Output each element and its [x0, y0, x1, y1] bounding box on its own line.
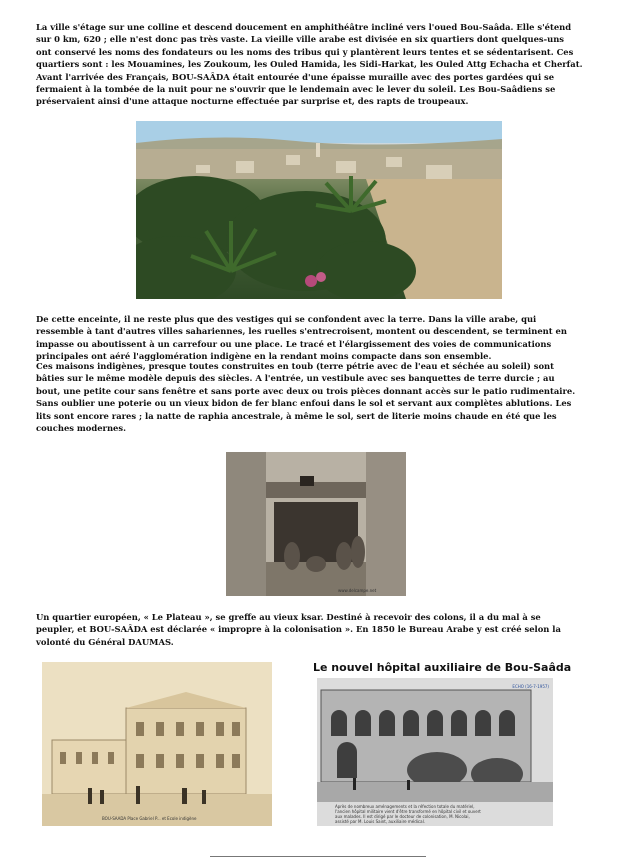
- paragraph-line: bout, une petite cour sans fenêtre et sans porte avec deux ou trois pièces donnant accès sur le patio rudimentaire.: [36, 385, 576, 396]
- indigenous-house-photo: [226, 452, 406, 596]
- paragraph-4: [36, 611, 592, 648]
- paragraph-line: bâties sur le même modèle depuis des siècles. A l'entrée, un vestibule avec ses banquettes de terre durcie ; au: [36, 373, 555, 384]
- paragraph-line: fermaient à la tombée de la nuit pour ne s'ouvrir que le lendemain avec le lever du soleil. Les Bou-Saâdiens se: [36, 84, 556, 95]
- paragraph-line: ressemble à tant d'autres villes sahariennes, les ruelles s'entrecroisent, montent ou descendent, se terminent en: [36, 326, 567, 337]
- paragraph-line: La ville s'étage sur une colline et descend doucement en amphithéâtre incliné vers l'oued Bou-Saâda. Elle s'étend: [36, 22, 572, 32]
- paragraph-line: ont conservé les noms des fondateurs ou les noms des tribus qui y plantèrent leurs tentes et se sédentarisent. Ces: [36, 46, 574, 57]
- hospital-caption-line: aux malades. Il est dirigé par le docteur de colonisation, M. Nicolai,: [335, 814, 470, 819]
- paragraph-line: couches modernes.: [36, 423, 127, 434]
- house-courtyard-illustration: [226, 452, 406, 596]
- paragraph-2: [36, 313, 592, 363]
- hospital-caption-line: assisté par M. Louis Saint, auxiliaire médical.: [335, 819, 425, 824]
- paragraph-line: principales ont aéré l'agglomération indigène en la rendant moins compacte dans son ensemble.: [36, 351, 492, 362]
- hospital-photo: [317, 678, 553, 826]
- town-panorama-illustration: [136, 121, 502, 299]
- paragraph-line: volonté du Général DAUMAS.: [36, 636, 174, 647]
- paragraph-line: préservaient ainsi d'une attaque nocturne effectuée par surprise et, des rapts de troupeaux.: [36, 96, 469, 107]
- hospital-stamp: ECHO (16-7-1957): [512, 684, 549, 689]
- paragraph-3: [36, 360, 592, 434]
- paragraph-line: quartiers sont : les Mouamines, les Zoukoum, les Ouled Hamida, les Sidi-Harkat, les Ouled Attg Echacha et Cherfat.: [36, 59, 583, 70]
- paragraph-line: sur 0 km, 620 ; elle n'est donc pas très vaste. La vieille ville arabe est divisée en six quartiers dont quelques-uns: [36, 34, 565, 45]
- town-panorama-photo: [136, 121, 502, 299]
- hospital-article-title: Le nouvel hôpital auxiliaire de Bou-Saâda: [313, 661, 572, 674]
- paragraph-line: lits sont encore rares ; la natte de raphia ancestrale, à même le sol, sert de literie moins chaude en été que les: [36, 410, 557, 421]
- footer-rule: [210, 856, 426, 857]
- paragraph-line: Un quartier européen, « Le Plateau », se greffe au vieux ksar. Destiné à recevoir des colons, il a du mal à se: [36, 612, 541, 622]
- postcard-caption: BOU-SAADA Place Gabriel P... et Ecole indigène: [102, 816, 197, 821]
- postcard-photo: [42, 662, 272, 826]
- paragraph-line: De cette enceinte, il ne reste plus que des vestiges qui se confondent avec la terre. Dans la ville arabe, qui: [36, 314, 537, 324]
- paragraph-line: Ces maisons indigènes, presque toutes construites en toub (terre pétrie avec de l'eau et séchée au soleil) sont: [36, 361, 554, 371]
- school-building-illustration: [42, 662, 272, 826]
- hospital-caption-line: Après de nombreux aménagements et la réfection totale du matériel,: [335, 804, 475, 809]
- paragraph-line: impasse ou aboutissent à un carrefour ou une place. Le tracé et l'élargissement des voies de communications: [36, 338, 552, 349]
- photo-watermark: www.delcampe.net: [338, 588, 377, 593]
- hospital-caption-line: l'ancien hôpital militaire vient d'être transformé en hôpital civil et ouvert: [335, 809, 481, 814]
- paragraph-1: [36, 21, 592, 108]
- paragraph-line: peupler, et BOU-SAÂDA est déclarée « impropre à la colonisation ». En 1850 le Bureau Arabe y est créé selon la: [36, 624, 561, 635]
- paragraph-line: Sans oublier une poterie ou un vieux bidon de fer blanc enfoui dans le sol et servant aux complètes ablutions. Les: [36, 398, 572, 409]
- paragraph-line: Avant l'arrivée des Français, BOU-SAÂDA était entourée d'une épaisse muraille avec des portes gardées qui se: [36, 71, 555, 82]
